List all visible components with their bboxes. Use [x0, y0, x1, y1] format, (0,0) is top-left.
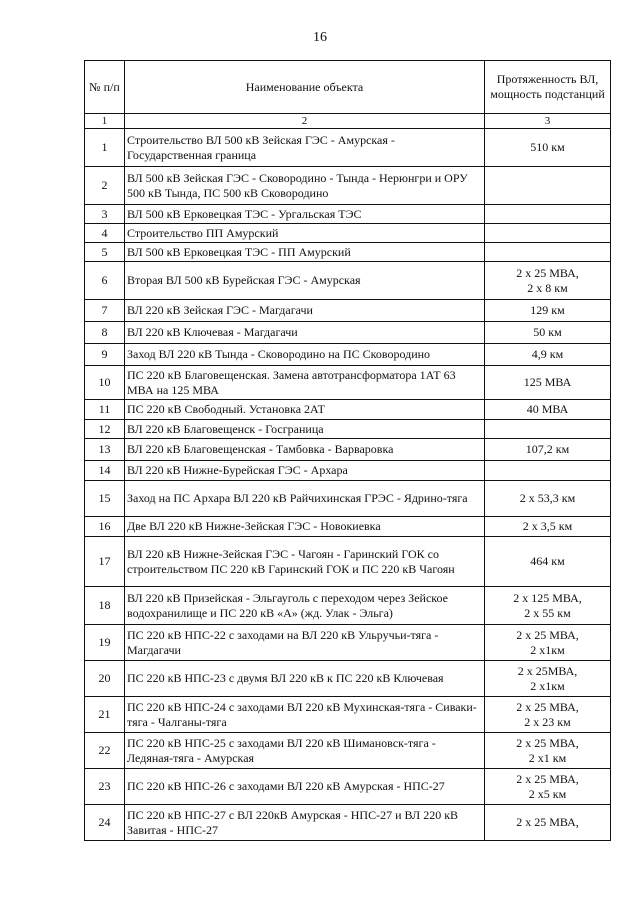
row-number: 16 [85, 517, 125, 537]
object-name: Две ВЛ 220 кВ Нижне-Зейская ГЭС - Новокиевка [125, 517, 485, 537]
row-number: 14 [85, 461, 125, 481]
object-capacity [485, 366, 611, 400]
capacity-line-1: 2 х 25 МВА, [516, 699, 579, 714]
capacity-line-1: 464 км [530, 554, 565, 568]
object-name: ВЛ 500 кВ Ерковецкая ТЭС - Ургальская ТЭС [125, 205, 485, 224]
object-capacity [485, 461, 611, 481]
object-capacity [485, 167, 611, 205]
table-row [85, 420, 611, 439]
table-index-row [85, 114, 611, 129]
object-capacity [485, 439, 611, 461]
object-name: Вторая ВЛ 500 кВ Бурейская ГЭС - Амурская [125, 262, 485, 300]
object-name: ПС 220 кВ НПС-23 с двумя ВЛ 220 кВ к ПС 220 кВ Ключевая [125, 661, 485, 697]
object-name: ПС 220 кВ НПС-24 с заходами ВЛ 220 кВ Мухинская-тяга - Сиваки-тяга - Чалганы-тяга [125, 697, 485, 733]
table-row [85, 344, 611, 366]
table-row [85, 517, 611, 537]
object-name: ВЛ 220 кВ Нижне-Бурейская ГЭС - Архара [125, 461, 485, 481]
capacity-line-1: 2 х 53,3 км [519, 491, 576, 505]
object-name: ПС 220 кВ НПС-22 с заходами на ВЛ 220 кВ Ульручьи-тяга - Магдагачи [125, 625, 485, 661]
object-name: ВЛ 220 кВ Ключевая - Магдагачи [125, 322, 485, 344]
table-row [85, 224, 611, 243]
row-number: 6 [85, 262, 125, 300]
capacity-line-1: 2 х 125 МВА, [513, 590, 582, 605]
header-name: Наименование объекта [125, 61, 485, 114]
capacity-line-1: 2 х 3,5 км [522, 519, 573, 533]
object-name: ПС 220 кВ НПС-26 с заходами ВЛ 220 кВ Амурская - НПС-27 [125, 769, 485, 805]
capacity-line-1: 125 МВА [523, 375, 572, 389]
capacity-line-1: 2 х 25МВА, [517, 663, 578, 678]
capacity-line-2: 2 х1 км [528, 750, 567, 765]
object-capacity [485, 400, 611, 420]
table-row [85, 661, 611, 697]
capacity-line-1: 50 км [533, 325, 562, 339]
object-name: ПС 220 кВ Благовещенская. Замена автотрансформатора 1АТ 63 МВА на 125 МВА [125, 366, 485, 400]
object-capacity [485, 805, 611, 841]
object-capacity [485, 733, 611, 769]
row-number: 12 [85, 420, 125, 439]
page-number: 16 [313, 30, 327, 45]
capacity-line-2: 2 х5 км [528, 786, 567, 801]
row-number: 18 [85, 587, 125, 625]
object-name: ВЛ 220 кВ Зейская ГЭС - Магдагачи [125, 300, 485, 322]
object-name: ВЛ 220 кВ Нижне-Зейская ГЭС - Чагоян - Гаринский ГОК со строительством ПС 220 кВ Гаринский ГОК и ПС 220 кВ Чагоян [125, 537, 485, 587]
table-header-row [85, 61, 611, 114]
object-name: ПС 220 кВ НПС-27 с ВЛ 220кВ Амурская - НПС-27 и ВЛ 220 кВ Завитая - НПС-27 [125, 805, 485, 841]
table-row [85, 322, 611, 344]
capacity-line-2: 2 х 23 км [524, 714, 571, 729]
capacity-line-1: 2 х 25 МВА, [516, 265, 579, 280]
row-number: 9 [85, 344, 125, 366]
capacity-line-1: 2 х 25 МВА, [516, 815, 579, 829]
table-row [85, 625, 611, 661]
object-name: Заход на ПС Архара ВЛ 220 кВ Райчихинская ГРЭС - Ядрино-тяга [125, 481, 485, 517]
object-capacity [485, 481, 611, 517]
index-1: 1 [85, 114, 125, 129]
table-row [85, 697, 611, 733]
table-row [85, 262, 611, 300]
row-number: 10 [85, 366, 125, 400]
table-row [85, 366, 611, 400]
object-capacity [485, 205, 611, 224]
object-name: ВЛ 500 кВ Ерковецкая ТЭС - ПП Амурский [125, 243, 485, 262]
capacity-line-1: 107,2 км [525, 442, 570, 456]
object-name: Строительство ВЛ 500 кВ Зейская ГЭС - Амурская - Государственная граница [125, 129, 485, 167]
object-name: Строительство ПП Амурский [125, 224, 485, 243]
object-capacity [485, 322, 611, 344]
object-name: Заход ВЛ 220 кВ Тында - Сковородино на ПС Сковородино [125, 344, 485, 366]
header-num: № п/п [85, 61, 125, 114]
row-number: 5 [85, 243, 125, 262]
header-value: Протяженность ВЛ, мощность подстанций [485, 61, 611, 114]
object-capacity [485, 129, 611, 167]
object-capacity [485, 517, 611, 537]
object-name: ВЛ 500 кВ Зейская ГЭС - Сковородино - Тында - Нерюнгри и ОРУ 500 кВ Тында, ПС 500 кВ Сковородино [125, 167, 485, 205]
row-number: 13 [85, 439, 125, 461]
table-row [85, 167, 611, 205]
row-number: 24 [85, 805, 125, 841]
object-capacity [485, 300, 611, 322]
row-number: 17 [85, 537, 125, 587]
table-row [85, 129, 611, 167]
capacity-line-2: 2 х1км [530, 678, 565, 693]
table-row [85, 769, 611, 805]
table-row [85, 537, 611, 587]
row-number: 7 [85, 300, 125, 322]
row-number: 20 [85, 661, 125, 697]
table-row [85, 300, 611, 322]
row-number: 2 [85, 167, 125, 205]
capacity-line-1: 129 км [530, 303, 565, 317]
object-capacity [485, 420, 611, 439]
row-number: 21 [85, 697, 125, 733]
object-capacity [485, 344, 611, 366]
capacity-line-1: 2 х 25 МВА, [516, 735, 579, 750]
capacity-line-1: 40 МВА [526, 402, 569, 416]
table-row [85, 243, 611, 262]
table-row [85, 587, 611, 625]
capacity-line-1: 2 х 25 МВА, [516, 771, 579, 786]
object-capacity [485, 625, 611, 661]
object-capacity [485, 587, 611, 625]
object-capacity [485, 537, 611, 587]
object-capacity [485, 661, 611, 697]
table-row [85, 439, 611, 461]
row-number: 23 [85, 769, 125, 805]
table-row [85, 805, 611, 841]
objects-table [84, 60, 611, 841]
object-name: ВЛ 220 кВ Благовещенская - Тамбовка - Варваровка [125, 439, 485, 461]
row-number: 15 [85, 481, 125, 517]
table-row [85, 481, 611, 517]
object-capacity [485, 224, 611, 243]
row-number: 3 [85, 205, 125, 224]
capacity-line-1: 2 х 25 МВА, [516, 627, 579, 642]
object-name: ПС 220 кВ Свободный. Установка 2АТ [125, 400, 485, 420]
capacity-line-1: 510 км [530, 140, 565, 154]
object-capacity [485, 697, 611, 733]
object-name: ПС 220 кВ НПС-25 с заходами ВЛ 220 кВ Шимановск-тяга - Ледяная-тяга - Амурская [125, 733, 485, 769]
capacity-line-2: 2 х1км [530, 642, 565, 657]
capacity-line-2: 2 х 8 км [527, 280, 568, 295]
table-row [85, 400, 611, 420]
object-capacity [485, 769, 611, 805]
row-number: 1 [85, 129, 125, 167]
capacity-line-2: 2 х 55 км [524, 605, 571, 620]
capacity-line-1: 4,9 км [531, 347, 564, 361]
row-number: 19 [85, 625, 125, 661]
table-row [85, 205, 611, 224]
object-name: ВЛ 220 кВ Призейская - Эльгауголь с переходом через Зейское водохранилище и ПС 220 кВ «А» (жд. Улак - Эльга) [125, 587, 485, 625]
table-row [85, 461, 611, 481]
row-number: 11 [85, 400, 125, 420]
object-capacity [485, 243, 611, 262]
object-name: ВЛ 220 кВ Благовещенск - Госграница [125, 420, 485, 439]
row-number: 4 [85, 224, 125, 243]
index-2: 2 [125, 114, 485, 129]
row-number: 8 [85, 322, 125, 344]
row-number: 22 [85, 733, 125, 769]
table-row [85, 733, 611, 769]
index-3: 3 [485, 114, 611, 129]
object-capacity [485, 262, 611, 300]
